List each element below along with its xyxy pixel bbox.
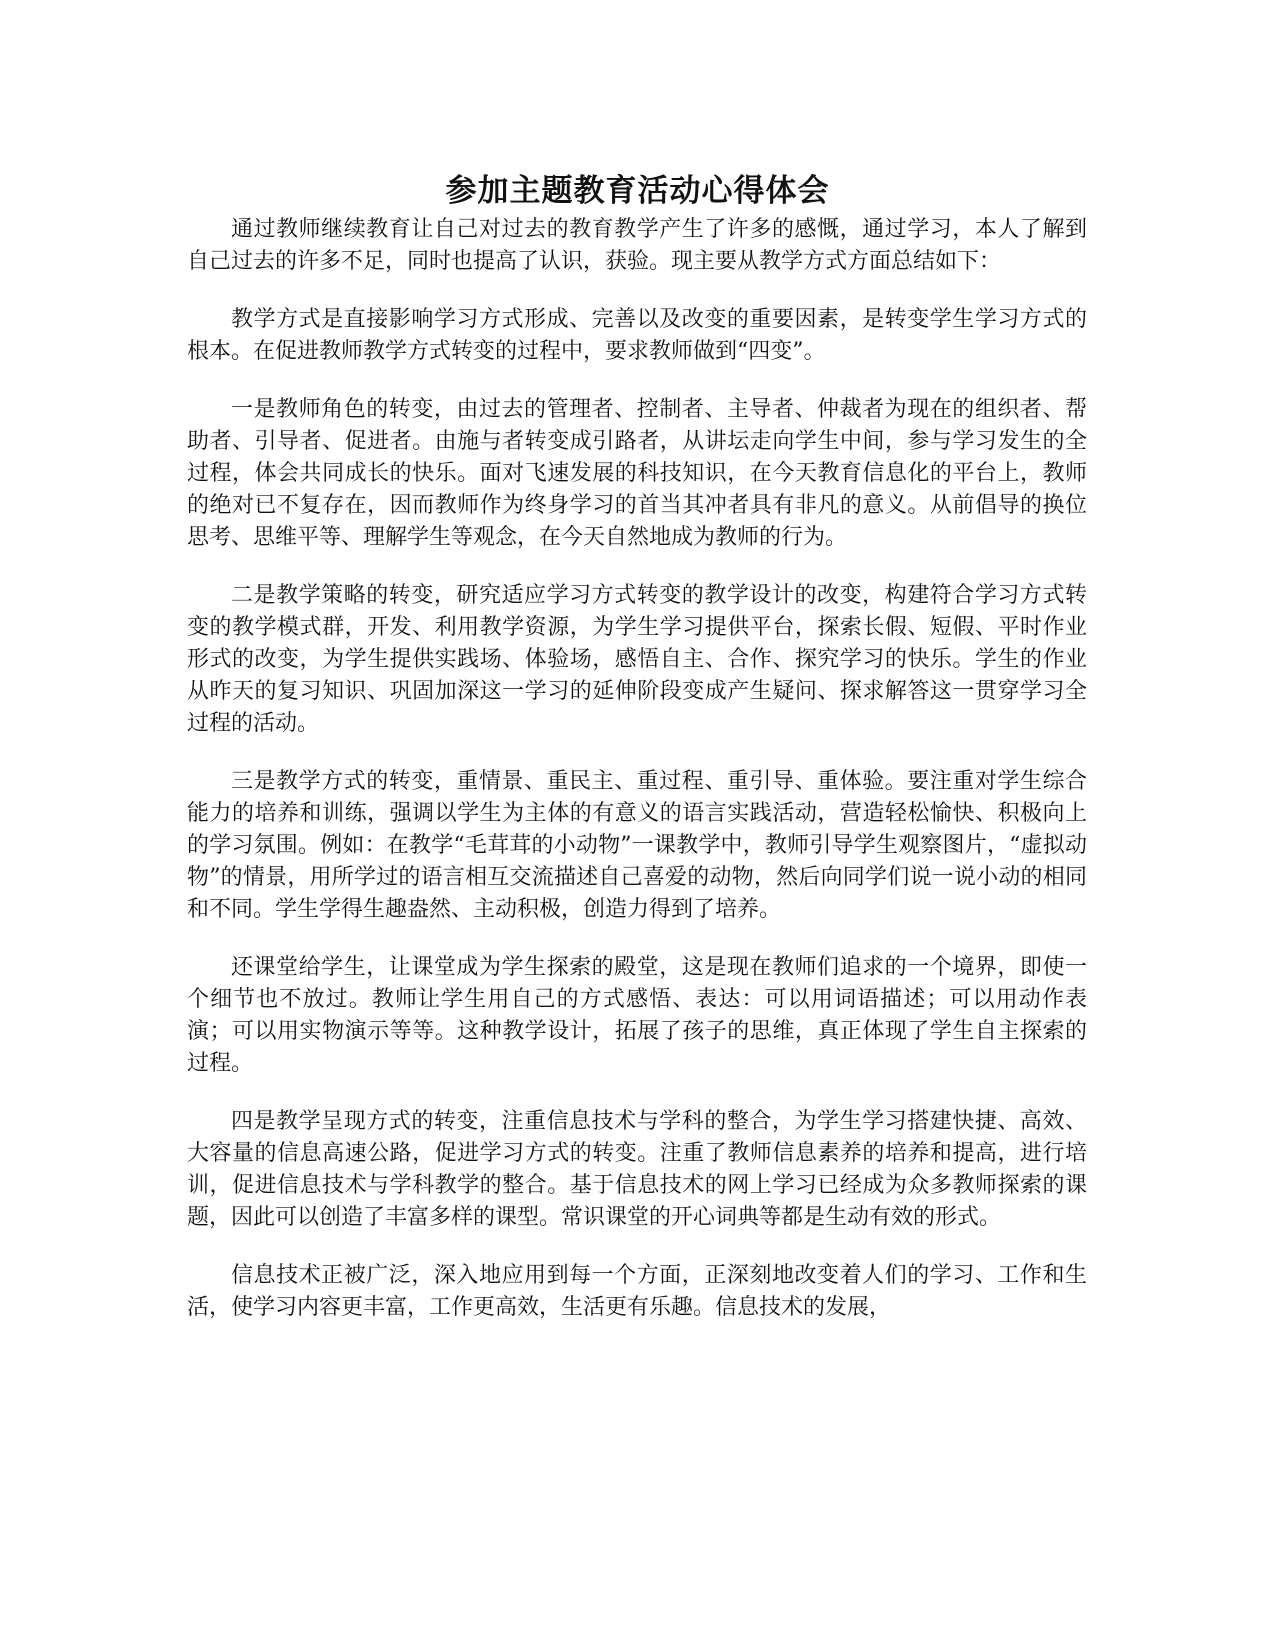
paragraph-6: 还课堂给学生，让课堂成为学生探索的殿堂，这是现在教师们追求的一个境界，即使一个细节也不放过。教师让学生用自己的方式感悟、表达：可以用词语描述；可以用动作表演；可以用实物演示等等。这种教学设计，拓展了孩子的思维，真正体现了学生自主探索的过程。 (187, 955, 1087, 1076)
paragraph-5: 三是教学方式的转变，重情景、重民主、重过程、重引导、重体验。要注重对学生综合能力的培养和训练，强调以学生为主体的有意义的语言实践活动，营造轻松愉快、积极向上的学习氛围。例如：在教学“毛茸茸的小动物”一课教学中，教师引导学生观察图片，“虚拟动物”的情景，用所学过的语言相互交流描述自己喜爱的动物，然后向同学们说一说小动的相同和不同。学生学得生趣盎然、主动积极，创造力得到了培养。 (187, 769, 1087, 922)
document-title: 参加主题教育活动心得体会 (445, 172, 830, 209)
paragraph-4: 二是教学策略的转变，研究适应学习方式转变的教学设计的改变，构建符合学习方式转变的教学模式群，开发、利用教学资源，为学生学习提供平台，探索长假、短假、平时作业形式的改变，为学生提供实践场、体验场，感悟自主、合作、探究学习的快乐。学生的作业从昨天的复习知识、巩固加深这一学习的延伸阶段变成产生疑问、探求解答这一贯穿学习全过程的活动。 (187, 583, 1087, 736)
paragraph-7: 四是教学呈现方式的转变，注重信息技术与学科的整合，为学生学习搭建快捷、高效、大容量的信息高速公路，促进学习方式的转变。注重了教师信息素养的培养和提高，进行培训，促进信息技术与学科教学的整合。基于信息技术的网上学习已经成为众多教师探索的课题，因此可以创造了丰富多样的课型。常识课堂的开心词典等都是生动有效的形式。 (187, 1109, 1087, 1230)
paragraph-3: 一是教师角色的转变，由过去的管理者、控制者、主导者、仲裁者为现在的组织者、帮助者、引导者、促进者。由施与者转变成引路者，从讲坛走向学生中间，参与学习发生的全过程，体会共同成长的快乐。面对飞速发展的科技知识，在今天教育信息化的平台上，教师的绝对已不复存在，因而教师作为终身学习的首当其冲者具有非凡的意义。从前倡导的换位思考、思维平等、理解学生等观念，在今天自然地成为教师的行为。 (187, 397, 1087, 550)
document-body (187, 214, 1087, 1350)
paragraph-1: 通过教师继续教育让自己对过去的教育教学产生了许多的感慨，通过学习，本人了解到自己过去的许多不足，同时也提高了认识，获验。现主要从教学方式方面总结如下： (187, 217, 1087, 274)
paragraph-2: 教学方式是直接影响学习方式形成、完善以及改变的重要因素，是转变学生学习方式的根本。在促进教师教学方式转变的过程中，要求教师做到“四变”。 (187, 307, 1087, 364)
paragraph-8: 信息技术正被广泛，深入地应用到每一个方面，正深刻地改变着人们的学习、工作和生活，使学习内容更丰富，工作更高效，生活更有乐趣。信息技术的发展， (187, 1263, 1087, 1320)
